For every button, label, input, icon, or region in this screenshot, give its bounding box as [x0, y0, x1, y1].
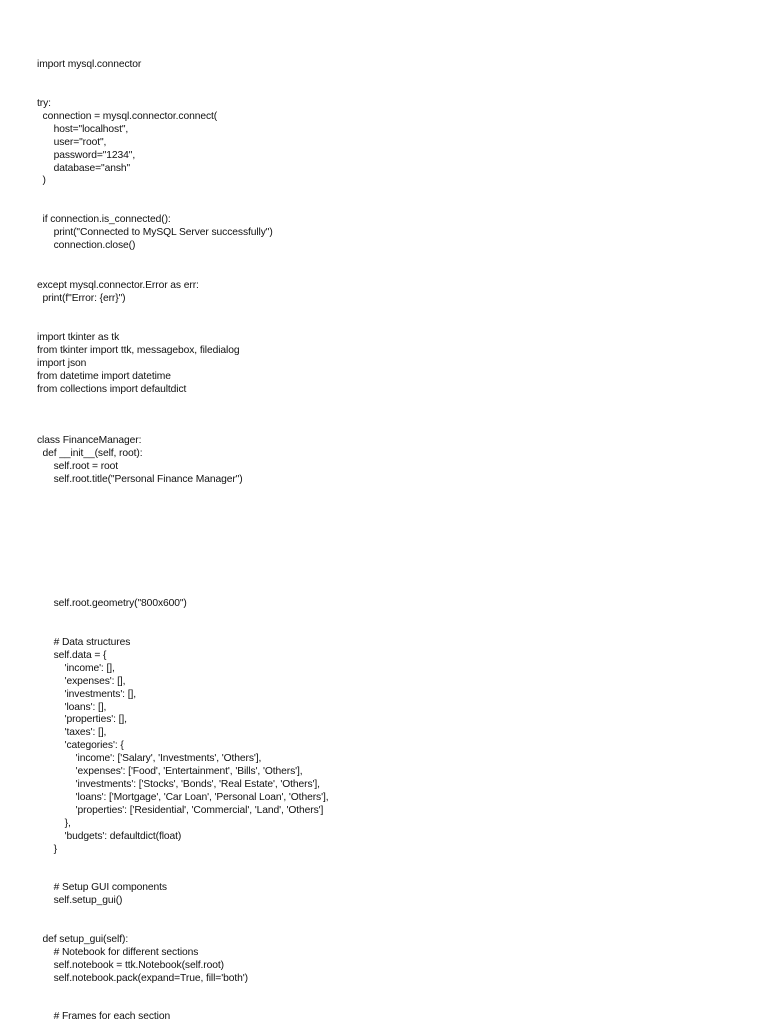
code-block-data-structures: # Data structures self.data = { 'income': [], 'expenses': [], 'investments': [], 'loans': [], 'properties': [], 'taxes': [], 'categories': { 'income': ['Salary', 'Investments', 'Others'], 'expenses': ['Food', 'Entertainment', 'Bills', 'Others'], 'investments': ['Stocks', 'Bonds', 'Real Estate', 'Others'], 'loans': ['Mortgage', 'Car Loan', 'Personal Loan', 'Others'], 'properties': ['Residential', 'Commercial', 'Land', 'Others'] }, 'budgets': defaultdict(float) }	[53, 637, 329, 855]
code-block-setup-gui-call: # Setup GUI components self.setup_gui()	[53, 882, 167, 906]
code-block-imports-mysql: import mysql.connector	[37, 59, 142, 70]
code-block-is-connected: if connection.is_connected(): print("Connected to MySQL Server successfully") connection.close()	[42, 214, 273, 251]
code-block-geometry: self.root.geometry("800x600")	[37, 598, 187, 609]
code-block-frames-comment: # Frames for each section	[37, 1011, 171, 1022]
code-block-imports-tkinter: import tkinter as tk from tkinter import ttk, messagebox, filedialog import json from datetime import datetime from collections import defaultdict	[37, 332, 240, 395]
code-block-class-definition: class FinanceManager: def __init__(self, root): self.root = root self.root.title("Personal Finance Manager")	[37, 435, 243, 485]
code-block-except: except mysql.connector.Error as err: print(f"Error: {err}")	[37, 280, 199, 304]
code-block-try-connect: try: connection = mysql.connector.connect( host="localhost", user="root", password="1234", database="ansh" )	[37, 98, 218, 187]
code-block-setup-gui-def: def setup_gui(self): # Notebook for different sections self.notebook = ttk.Notebook(self.root) self.notebook.pack(expand=True, fill='both')	[42, 934, 248, 984]
